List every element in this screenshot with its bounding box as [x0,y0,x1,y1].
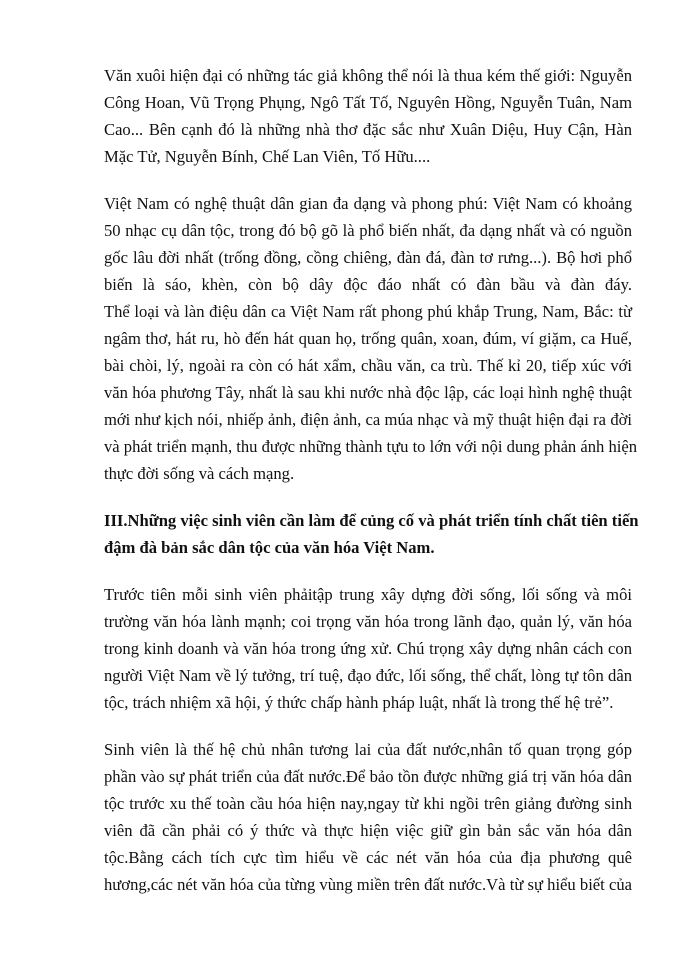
text-line: Trước tiên mỗi sinh viên phảitập trung xây dựng đời sống, lối sống và môi [104,585,632,604]
text-line: và phát triển mạnh, thu được những thành tựu to lớn với nội dung phản ánh hiện [104,437,638,456]
text-line: hương,các nét văn hóa của từng vùng miền trên đất nước.Và từ sự hiểu biết của [104,875,632,894]
text-line: tộc, trách nhiệm xã hội, ý thức chấp hành pháp luật, nhất là trong thế hệ trẻ”. [104,693,614,712]
text-line: biến là sáo, khèn, còn bộ dây độc đáo nhất có đàn bầu và đàn đáy. [104,275,632,294]
text-line: trường văn hóa lành mạnh; coi trọng văn hóa trong lãnh đạo, quản lý, văn hóa [104,612,632,631]
body-paragraph [104,190,638,487]
text-line: ngâm thơ, hát ru, hò đến hát quan họ, trống quân, xoan, đúm, ví giặm, ca Huế, [104,329,632,348]
text-line: Sinh viên là thế hệ chủ nhân tương lai của đất nước,nhân tố quan trọng góp [104,740,632,759]
text-line: viên đã cần phải có ý thức và thực hiện việc giữ gìn bản sắc văn hóa dân [104,821,632,840]
text-line: tộc.Bằng cách tích cực tìm hiểu về các nét văn hóa của địa phương quê [104,848,632,867]
text-line: đậm đà bản sắc dân tộc của văn hóa Việt Nam. [104,538,435,557]
text-line: văn hóa phương Tây, nhất là sau khi nước nhà độc lập, các loại hình nghệ thuật [104,383,632,402]
text-line: 50 nhạc cụ dân tộc, trong đó bộ gõ là phổ biến nhất, đa dạng nhất và có nguồn [104,221,632,240]
document-page [104,62,639,918]
body-paragraph [104,62,632,170]
text-line: gốc lâu đời nhất (trống đồng, cồng chiêng, đàn đá, đàn tơ rưng...). Bộ hơi phổ [104,248,632,267]
body-paragraph [104,736,632,898]
text-line: Công Hoan, Vũ Trọng Phụng, Ngô Tất Tố, Nguyên Hồng, Nguyễn Tuân, Nam [104,93,632,112]
text-line: phần vào sự phát triển của đất nước.Để bảo tồn được những giá trị văn hóa dân [104,767,632,786]
text-line: bài chòi, lý, ngoài ra còn có hát xẩm, chầu văn, ca trù. Thế kỉ 20, tiếp xúc với [104,356,632,375]
text-line: III.Những việc sinh viên cần làm để củng cố và phát triển tính chất tiên tiến [104,511,639,530]
text-line: mới như kịch nói, nhiếp ảnh, điện ảnh, ca múa nhạc và mỹ thuật hiện đại ra đời [104,410,632,429]
text-line: Cao... Bên cạnh đó là những nhà thơ đặc sắc như Xuân Diệu, Huy Cận, Hàn [104,120,632,139]
section-heading [104,507,639,561]
text-line: Việt Nam có nghệ thuật dân gian đa dạng và phong phú: Việt Nam có khoảng [104,194,632,213]
text-line: Thể loại và làn điệu dân ca Việt Nam rất phong phú khắp Trung, Nam, Bắc: từ [104,302,632,321]
text-line: Văn xuôi hiện đại có những tác giả không thể nói là thua kém thế giới: Nguyễn [104,66,632,85]
text-line: người Việt Nam về lý tưởng, trí tuệ, đạo đức, lối sống, thể chất, lòng tự tôn dân [104,666,632,685]
body-paragraph [104,581,632,716]
text-line: thực đời sống và cách mạng. [104,464,295,483]
text-line: trong kinh doanh và văn hóa trong ứng xử. Chú trọng xây dựng nhân cách con [104,639,632,658]
text-line: Mặc Tử, Nguyễn Bính, Chế Lan Viên, Tố Hữu.... [104,147,431,166]
text-line: tộc trước xu thế toàn cầu hóa hiện nay,ngay từ khi ngồi trên giảng đường sinh [104,794,632,813]
